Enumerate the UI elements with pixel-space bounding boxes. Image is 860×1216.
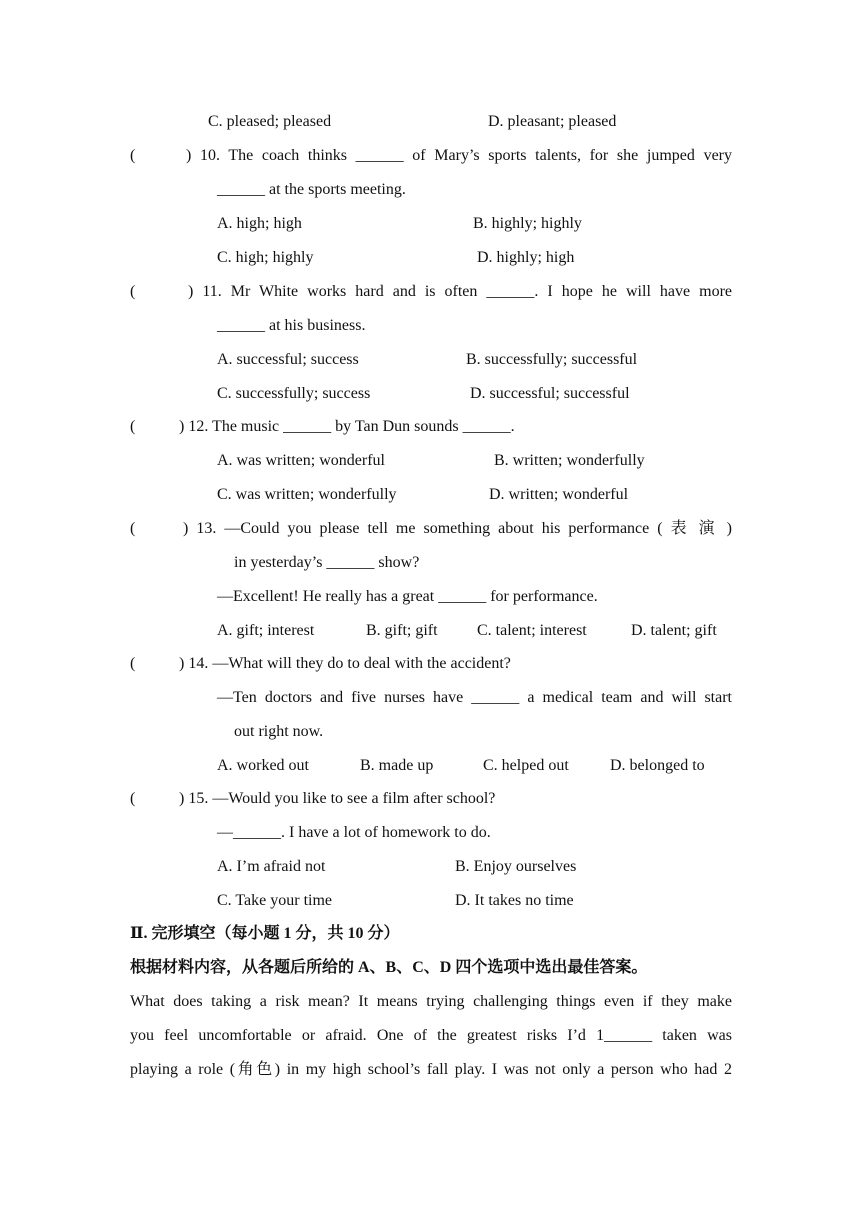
question-stem: ) 13. —Could you please tell me something about his performance ( 表 演 ) xyxy=(183,520,732,537)
option-c: C. high; highly xyxy=(217,249,314,266)
question-stem-line-2: ______ at the sports meeting. xyxy=(217,181,406,198)
passage-line-2: you feel uncomfortable or afraid. One of the greatest risks I’d 1______ taken was xyxy=(130,1027,732,1044)
q9-option-c: C. pleased; pleased xyxy=(208,113,332,130)
answer-paren: ( xyxy=(130,283,136,300)
option-d: D. It takes no time xyxy=(455,892,574,909)
section-heading: Ⅱ. 完形填空（每小题 1 分，共 10 分） xyxy=(130,925,400,942)
section-instruction: 根据材料内容，从各题后所给的 A、B、C、D 四个选项中选出最佳答案。 xyxy=(130,959,648,976)
option-a: A. gift; interest xyxy=(217,622,315,639)
question-stem-line-3: out right now. xyxy=(234,723,324,740)
option-c: C. helped out xyxy=(483,757,569,774)
question-stem: ) 11. Mr White works hard and is often ______. I hope he will have more xyxy=(188,283,732,300)
option-c: C. successfully; success xyxy=(217,385,371,402)
answer-paren: ( xyxy=(130,520,136,537)
option-d: D. successful; successful xyxy=(470,385,630,402)
option-d: D. talent; gift xyxy=(631,622,717,639)
question-stem: ) 12. The music ______ by Tan Dun sounds ______. xyxy=(179,418,515,435)
passage-line-1: What does taking a risk mean? It means trying challenging things even if they make xyxy=(130,993,732,1010)
option-d: D. belonged to xyxy=(610,757,705,774)
option-c: C. talent; interest xyxy=(477,622,587,639)
option-b: B. gift; gift xyxy=(366,622,438,639)
option-a: A. I’m afraid not xyxy=(217,858,326,875)
option-b: B. successfully; successful xyxy=(466,351,638,368)
passage-line-3: playing a role (角色) in my high school’s fall play. I was not only a person who had 2 xyxy=(130,1061,732,1078)
option-a: A. high; high xyxy=(217,215,302,232)
question-stem: ) 10. The coach thinks ______ of Mary’s sports talents, for she jumped very xyxy=(186,147,732,164)
question-stem-line-2: —______. I have a lot of homework to do. xyxy=(217,824,491,841)
question-stem-line-2: in yesterday’s ______ show? xyxy=(234,554,420,571)
question-stem-line-2: —Ten doctors and five nurses have ______ a medical team and will start xyxy=(217,689,732,706)
option-c: C. was written; wonderfully xyxy=(217,486,397,503)
answer-paren: ( xyxy=(130,655,136,672)
option-a: A. worked out xyxy=(217,757,309,774)
question-stem: ) 15. —Would you like to see a film after school? xyxy=(179,790,496,807)
option-c: C. Take your time xyxy=(217,892,333,909)
option-d: D. written; wonderful xyxy=(489,486,629,503)
option-a: A. successful; success xyxy=(217,351,359,368)
question-stem-line-2: ______ at his business. xyxy=(217,317,366,334)
answer-paren: ( xyxy=(130,147,136,164)
option-a: A. was written; wonderful xyxy=(217,452,385,469)
answer-paren: ( xyxy=(130,790,136,807)
option-b: B. made up xyxy=(360,757,434,774)
option-b: B. highly; highly xyxy=(473,215,582,232)
option-b: B. Enjoy ourselves xyxy=(455,858,577,875)
q9-option-d: D. pleasant; pleased xyxy=(488,113,617,130)
option-b: B. written; wonderfully xyxy=(494,452,645,469)
answer-paren: ( xyxy=(130,418,136,435)
question-stem-line-3: —Excellent! He really has a great ______ for performance. xyxy=(217,588,598,605)
option-d: D. highly; high xyxy=(477,249,575,266)
question-stem: ) 14. —What will they do to deal with the accident? xyxy=(179,655,511,672)
